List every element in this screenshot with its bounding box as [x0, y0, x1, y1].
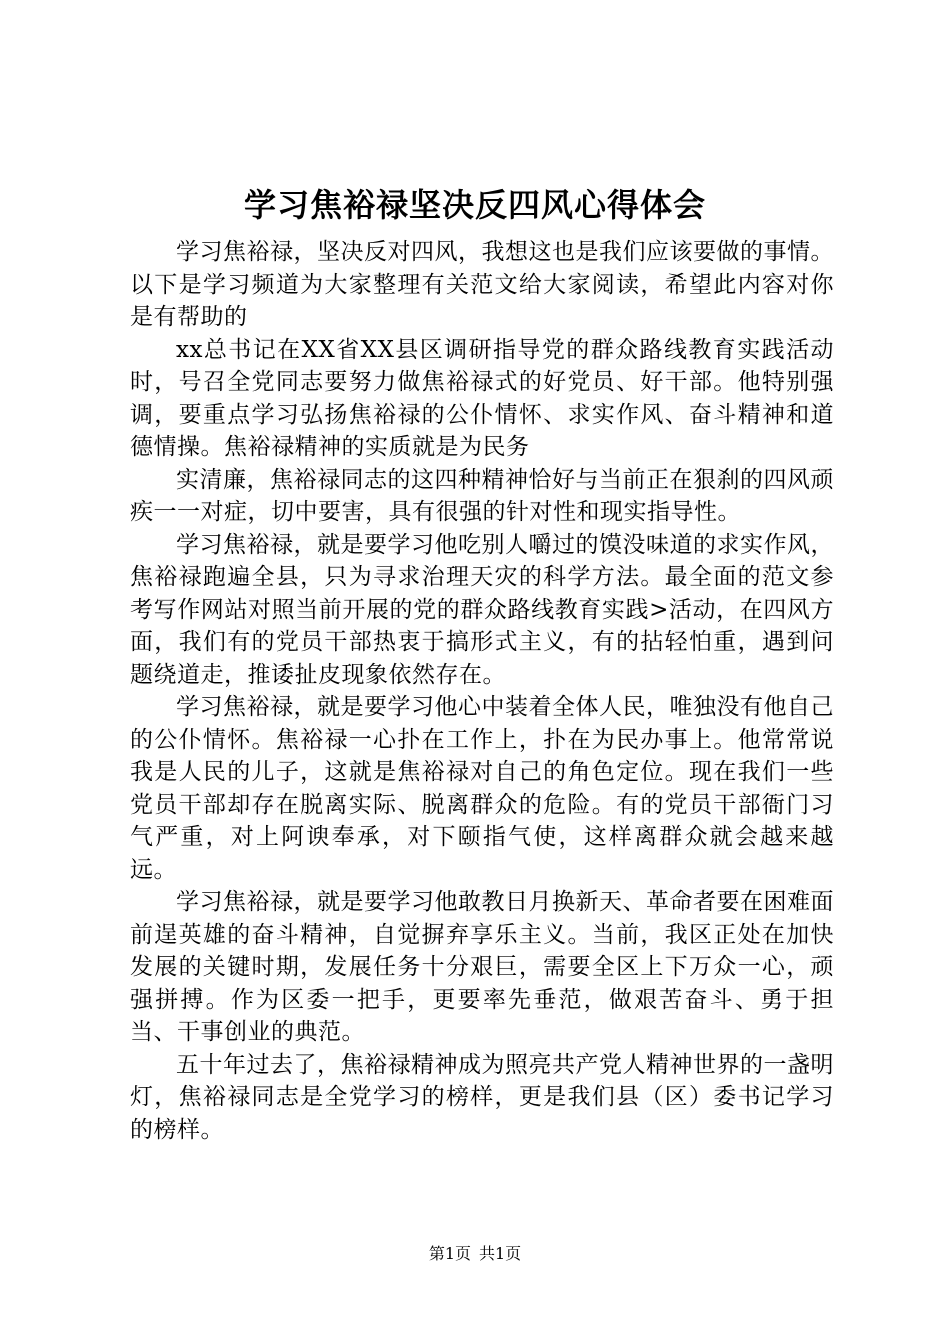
paragraph-conclusion: 五十年过去了，焦裕禄精神成为照亮共产党人精神世界的一盏明灯，焦裕禄同志是全党学习的榜样，更是我们县（区）委书记学习的榜样。	[130, 1051, 834, 1143]
document-title: 学习焦裕禄坚决反四风心得体会	[243, 186, 706, 224]
paragraph-practical-style: 学习焦裕禄，就是要学习他吃别人嚼过的馍没味道的求实作风，焦裕禄跑遍全县，只为寻求治理天灾的科学方法。最全面的范文参考写作网站对照当前开展的党的群众路线教育实践>活动，在四风方面，我们有的党员干部热衷于搞形式主义，有的拈轻怕重，遇到问题绕道走，推诿扯皮现象依然存在。	[130, 531, 834, 688]
paragraph-speech: xx总书记在XX省XX县区调研指导党的群众路线教育实践活动时，号召全党同志要努力做焦裕禄式的好党员、好干部。他特别强调，要重点学习弘扬焦裕禄的公仆情怀、求实作风、奋斗精神和道德情操。焦裕禄精神的实质就是为民务	[130, 336, 834, 460]
paragraph-struggle-spirit: 学习焦裕禄，就是要学习他敢教日月换新天、革命者要在困难面前逞英雄的奋斗精神，自觉摒弃享乐主义。当前，我区正处在加快发展的关键时期，发展任务十分艰巨，需要全区上下万众一心，顽强拼搏。作为区委一把手，更要率先垂范，做艰苦奋斗、勇于担当、干事创业的典范。	[130, 889, 834, 1045]
paragraph-intro: 学习焦裕禄，坚决反对四风，我想这也是我们应该要做的事情。以下是学习频道为大家整理有关范文给大家阅读，希望此内容对你是有帮助的	[130, 239, 834, 330]
page-number-current: 第1页	[428, 1244, 471, 1263]
paragraph-integrity: 实清廉，焦裕禄同志的这四种精神恰好与当前正在狠刹的四风顽疾一一对症，切中要害，具有很强的针对性和现实指导性。	[130, 466, 834, 525]
page-footer	[0, 1244, 950, 1264]
paragraph-public-servant: 学习焦裕禄，就是要学习他心中装着全体人民，唯独没有他自己的公仆情怀。焦裕禄一心扑在工作上，扑在为民办事上。他常常说我是人民的儿子，这就是焦裕禄对自己的角色定位。现在我们一些党员干部却存在脱离实际、脱离群众的危险。有的党员干部衙门习气严重，对上阿谀奉承，对下颐指气使，这样离群众就会越来越远。	[130, 694, 834, 883]
document-body	[130, 236, 834, 1146]
page-number-total: 共1页	[479, 1244, 522, 1263]
